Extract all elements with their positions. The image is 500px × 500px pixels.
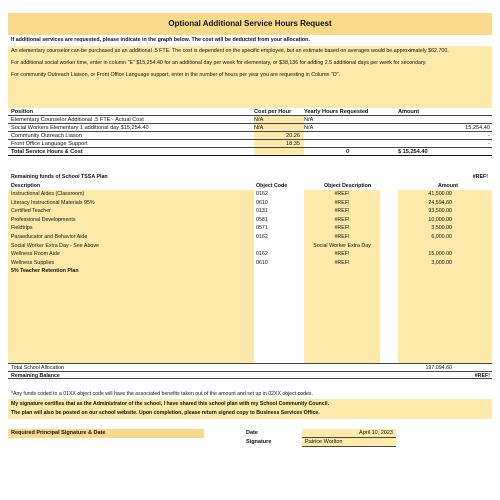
- footnote: *Any funds coded to a 01XX object code will have the associated benefits taken out of the amount and set up in 02XX object codes.: [11, 391, 313, 397]
- total-label: Total Service Hours & Cost: [11, 149, 83, 155]
- object-description-cell: #REF!: [334, 234, 350, 240]
- amount-cell[interactable]: 3,500.00: [431, 225, 452, 232]
- hours-cell[interactable]: N/A: [304, 117, 314, 123]
- amount-cell[interactable]: -: [488, 133, 490, 139]
- amount-cell[interactable]: -: [488, 141, 490, 147]
- col-amount: Amount: [438, 183, 459, 189]
- position-cell: Community Outreach Liason: [11, 133, 82, 139]
- col-position: Position: [11, 109, 34, 115]
- position-cell: Front Office Language Support: [11, 141, 88, 147]
- table-row: [8, 250, 492, 258]
- intro-note: If additional services are requested, please indicate in the graph below. The cost will be deducted from your allocation.: [11, 37, 310, 43]
- table-row: [8, 116, 492, 124]
- description-cell: Social Worker Extra Day - See Above: [11, 242, 99, 249]
- date-field[interactable]: April 10, 2023: [302, 429, 396, 438]
- table-row: [8, 216, 492, 224]
- signature-field[interactable]: Patrice Worlton: [302, 438, 396, 447]
- description-cell: Wellness Room Aide: [11, 251, 60, 258]
- table-row: [8, 259, 492, 267]
- object-code-cell[interactable]: 0571: [256, 225, 268, 232]
- amount-cell[interactable]: 15,254.40: [465, 125, 490, 131]
- col-amount: Amount: [398, 109, 420, 115]
- hours-cell[interactable]: N/A: [304, 125, 314, 131]
- table-row: [8, 199, 492, 207]
- date-label: Date: [246, 430, 258, 436]
- col-object-code: Object Code: [256, 183, 288, 189]
- amount-cell[interactable]: 3,000.00: [431, 259, 452, 266]
- total-hours: 0: [346, 149, 350, 155]
- position-cell: Elementary Counselor Additional .5 FTE - Actual Cost: [11, 117, 144, 123]
- amount-cell[interactable]: 6,000.00: [431, 234, 452, 240]
- description-cell: Wellness Supplies: [11, 259, 55, 266]
- total-allocation-row: [8, 363, 492, 371]
- info-social-worker: For additional social worker time, enter in column "E" $15,254.40 for an additional day per week for elementary, or $38,136 for adding 2.5 additional days per week for secondary.: [11, 60, 427, 66]
- description-cell: 5% Teacher Retention Plan: [11, 268, 79, 275]
- info-block: [8, 46, 492, 108]
- object-code-cell[interactable]: 0131: [256, 208, 268, 215]
- remaining-funds-value: #REF!: [472, 174, 488, 180]
- description-cell: Instructional Aides (Classroom): [11, 191, 85, 197]
- table-row: [8, 140, 492, 148]
- position-cell: Social Workers Elementary 1 additional day $15,254.40: [11, 125, 149, 131]
- description-cell: Paraeducator and Behavior Aide: [11, 234, 88, 240]
- required-signature-label: Required Principal Signature & Date: [8, 429, 204, 438]
- object-description-cell: Social Worker Extra Day: [313, 242, 371, 249]
- table-header: [8, 182, 492, 190]
- object-description-cell: #REF!: [334, 191, 350, 197]
- table-row: [8, 267, 492, 275]
- signoff-line-2: The plan will also be posted on our school website. Upon completion, please return signed copy to Business Services Office.: [11, 410, 320, 416]
- object-description-cell: #REF!: [334, 251, 350, 258]
- amount-cell[interactable]: 24,594.60: [428, 199, 452, 206]
- col-hours: Yearly Hours Requested: [304, 109, 369, 115]
- cost-cell[interactable]: N/A: [254, 125, 264, 131]
- col-description: Description: [11, 183, 41, 189]
- remaining-funds-label: Remaining funds of School TSSA Plan: [11, 174, 108, 180]
- amount-cell[interactable]: 41,500.00: [428, 191, 452, 197]
- tssa-plan-table: [8, 182, 492, 378]
- remaining-balance-value: #REF!: [474, 373, 490, 379]
- table-row: [8, 224, 492, 232]
- description-cell: Literacy Instructional Materials 95%: [11, 199, 95, 206]
- object-code-cell[interactable]: 0162: [256, 234, 268, 240]
- signature-label: Signature: [246, 439, 272, 445]
- description-cell: Fieldtrips: [11, 225, 33, 232]
- object-description-cell: #REF!: [334, 208, 350, 215]
- service-hours-table: [8, 108, 492, 166]
- amount-cell[interactable]: 93,500.00: [428, 208, 452, 215]
- total-row: [8, 148, 492, 156]
- cost-cell[interactable]: 20.26: [286, 133, 300, 139]
- total-amount: $ 15,254.40: [398, 149, 428, 155]
- remaining-balance-row: [8, 371, 492, 379]
- object-description-cell: #REF!: [334, 216, 350, 223]
- object-description-cell: #REF!: [334, 199, 350, 206]
- description-cell: Certified Teacher: [11, 208, 51, 215]
- object-code-cell[interactable]: 0581: [256, 216, 268, 223]
- amount-cell[interactable]: 15,000.00: [428, 251, 452, 258]
- signoff-line-1: My signature certifies that as the Administrator of the school, I have shared this school plan with my School Community Council.: [11, 401, 330, 407]
- object-code-cell[interactable]: 0162: [256, 191, 268, 197]
- table-row: [8, 190, 492, 198]
- table-row: [8, 124, 492, 132]
- object-code-cell[interactable]: 0610: [256, 259, 268, 266]
- col-cost: Cost per Hour: [254, 109, 292, 115]
- total-allocation-value: 197,094.60: [425, 365, 452, 371]
- remaining-funds-row: [8, 173, 492, 181]
- object-description-cell: #REF!: [334, 225, 350, 232]
- signoff-block: [8, 399, 492, 419]
- page-title: Optional Additional Service Hours Request: [8, 13, 492, 35]
- table-header: [8, 108, 492, 116]
- table-row: [8, 242, 492, 250]
- description-cell: Professional Developments: [11, 216, 76, 223]
- total-allocation-label: Total School Allocation: [11, 365, 65, 371]
- amount-cell[interactable]: 10,000.00: [428, 216, 452, 223]
- remaining-balance-label: Remaining Balance: [11, 373, 60, 379]
- object-description-cell: #REF!: [334, 259, 350, 266]
- object-code-cell[interactable]: 0610: [256, 199, 268, 206]
- object-code-cell[interactable]: 0162: [256, 251, 268, 258]
- table-row: [8, 233, 492, 241]
- table-row: [8, 207, 492, 215]
- info-counselor: An elementary counselor can be purchased as an additional .5 FTE. The cost is dependent on the specific employee, but an estimate based on averages would be approximately $62,700.: [11, 48, 449, 54]
- cost-cell[interactable]: 18.35: [286, 141, 300, 147]
- cost-cell[interactable]: N/A: [254, 117, 264, 123]
- info-liaison: For community Outreach Liaison, or Front Office Language support, enter in the number of hours per year you are requesting in Column "D".: [11, 72, 341, 78]
- table-row: [8, 132, 492, 140]
- col-object-description: Object Description: [324, 183, 372, 189]
